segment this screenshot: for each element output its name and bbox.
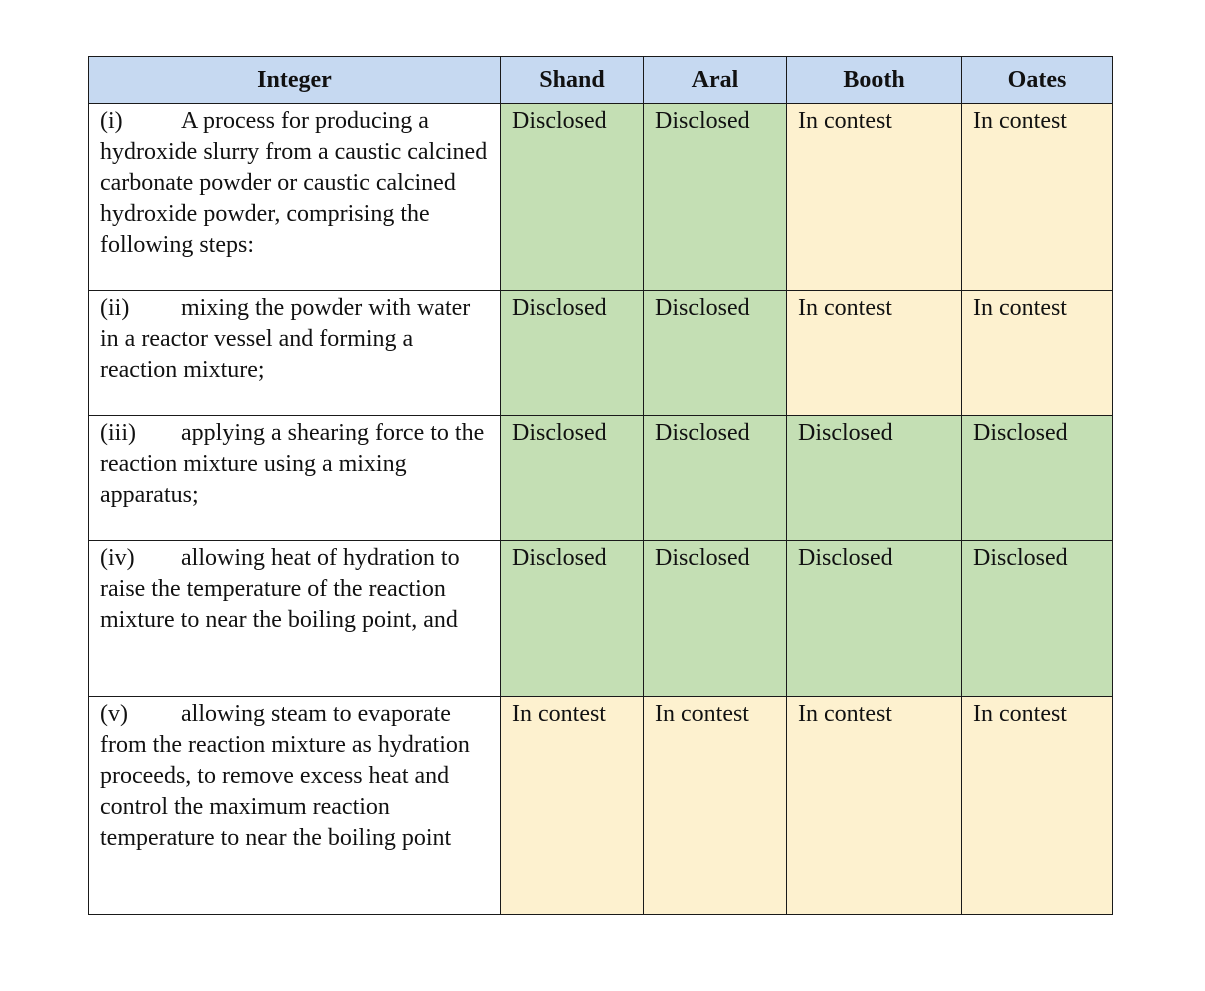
- status-cell-aral: Disclosed: [644, 291, 787, 416]
- integer-cell: [89, 291, 501, 416]
- header-row: [89, 57, 1113, 104]
- status-cell-aral: Disclosed: [644, 104, 787, 291]
- status-cell-booth: In contest: [787, 291, 962, 416]
- integer-number: (ii): [100, 295, 130, 321]
- table-row: [89, 541, 1113, 697]
- table-row: [89, 291, 1113, 416]
- status-cell-shand: Disclosed: [501, 416, 644, 541]
- integer-text: allowing steam to evaporate from the reaction mixture as hydration proceeds, to remove excess heat and control the maximum reaction temperature to near the boiling point: [100, 701, 470, 851]
- integer-text: applying a shearing force to the reaction mixture using a mixing apparatus;: [100, 420, 485, 508]
- status-cell-shand: Disclosed: [501, 291, 644, 416]
- status-cell-shand: Disclosed: [501, 541, 644, 697]
- integer-text: A process for producing a hydroxide slurry from a caustic calcined carbonate powder or caustic calcined hydroxide powder, comprising the following steps:: [100, 108, 488, 258]
- status-cell-oates: In contest: [962, 104, 1113, 291]
- status-cell-aral: In contest: [644, 697, 787, 915]
- column-header-oates: Oates: [962, 57, 1113, 104]
- status-cell-booth: In contest: [787, 697, 962, 915]
- status-cell-oates: Disclosed: [962, 416, 1113, 541]
- table-body: [89, 104, 1113, 915]
- status-cell-oates: In contest: [962, 697, 1113, 915]
- table-header: [89, 57, 1113, 104]
- integer-cell: [89, 104, 501, 291]
- table-row: [89, 104, 1113, 291]
- integer-disclosure-table: [88, 56, 1113, 915]
- integer-number: (iv): [100, 545, 135, 571]
- table-row: [89, 416, 1113, 541]
- integer-number: (v): [100, 701, 128, 727]
- column-header-integer: Integer: [89, 57, 501, 104]
- status-cell-aral: Disclosed: [644, 416, 787, 541]
- column-header-booth: Booth: [787, 57, 962, 104]
- status-cell-oates: In contest: [962, 291, 1113, 416]
- status-cell-shand: Disclosed: [501, 104, 644, 291]
- status-cell-aral: Disclosed: [644, 541, 787, 697]
- table-row: [89, 697, 1113, 915]
- integer-number: (iii): [100, 420, 136, 446]
- status-cell-booth: In contest: [787, 104, 962, 291]
- integer-text: mixing the powder with water in a reactor vessel and forming a reaction mixture;: [100, 295, 471, 383]
- integer-cell: [89, 416, 501, 541]
- integer-text: allowing heat of hydration to raise the temperature of the reaction mixture to near the boiling point, and: [100, 545, 460, 633]
- status-cell-oates: Disclosed: [962, 541, 1113, 697]
- column-header-aral: Aral: [644, 57, 787, 104]
- integer-number: (i): [100, 108, 123, 134]
- status-cell-booth: Disclosed: [787, 541, 962, 697]
- column-header-shand: Shand: [501, 57, 644, 104]
- integer-cell: [89, 541, 501, 697]
- status-cell-shand: In contest: [501, 697, 644, 915]
- integer-cell: [89, 697, 501, 915]
- status-cell-booth: Disclosed: [787, 416, 962, 541]
